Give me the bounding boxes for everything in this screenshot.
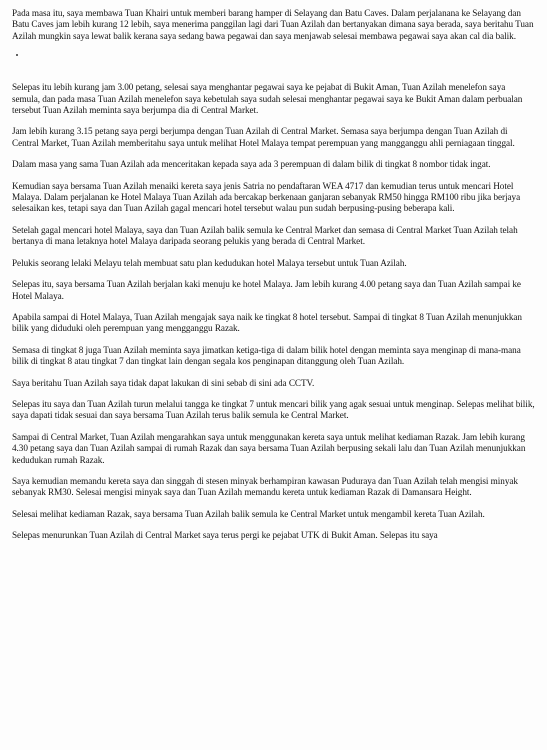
paragraph-2: Selepas itu lebih kurang jam 3.00 petang, selesai saya menghantar pegawai saya ke pejabat di Bukit Aman, Tuan Azilah menelefon saya semula, dan pada masa Tuan Azilah menelefon saya kebetulah saya sudah selesai menghantar pegawai saya ke Bukit Aman dalam perbualan tersebut Tuan Azilah meminta saya berjumpa dia di Central Market. [12, 82, 523, 116]
paragraph-5: Kemudian saya bersama Tuan Azilah menaiki kereta saya jenis Satria no pendaftaran WEA 4717 dan kemudian terus untuk mencari Hotel Malaya. Dalam perjalanan ke Hotel Malaya Tuan Azilah ada bercakap berkenaan ganjaran sebanyak RM50 hingga RM100 ribu jika berjaya selesaikan kes, tetapi saya dan Tuan Azilah gagal mencari hotel tersebut walau pun sudah berpusing-pusing beberapa kali. [12, 180, 521, 214]
paragraph-14: Saya kemudian memandu kereta saya dan singgah di stesen minyak berhampiran kawasan Puduraya dan Tuan Azilah telah mengisi minyak sebanyak RM30. Selesai mengisi minyak saya dan Tuan Azilah memandu kereta untuk kediaman Razak di Damansara Height. [12, 475, 518, 498]
paragraph-13: Sampai di Central Market, Tuan Azilah mengarahkan saya untuk menggunakan kereta saya untuk melihat kediaman Razak. Jam lebih kurang 4.30 petang saya dan Tuan Azilah sampai di rumah Razak dan saya bersama Tuan Azilah berpusing sekali lalu dan Tuan Azilah menunjukkan kedudukan rumah Razak. [12, 431, 526, 465]
paragraph-4: Dalam masa yang sama Tuan Azilah ada menceritakan kepada saya ada 3 perempuan di dalam bilik di tingkat 8 nombor tidak ingat. [12, 159, 491, 170]
paragraph-3: Jam lebih kurang 3.15 petang saya pergi berjumpa dengan Tuan Azilah di Central Market. Semasa saya berjumpa dengan Tuan Azilah di Central Market, Tuan Azilah memberitahu saya untuk melihat Hotel Malaya tempat perempuan yang mangganggu ahli perniagaan tinggal. [12, 126, 515, 148]
paragraph-10: Semasa di tingkat 8 juga Tuan Azilah meminta saya jimatkan ketiga-tiga di dalam bilik hotel dengan meminta saya menginap di mana-mana bilik di tingkat 8 atau tingkat 7 dan tingkat lain dengan segala kos penginapan ditanggung oleh Tuan Azilah. [12, 344, 521, 367]
paragraph-12: Selepas itu saya dan Tuan Azilah turun melalui tangga ke tingkat 7 untuk mencari bilik yang agak sesuai untuk menginap. Selepas melihat bilik, saya dapati tidak sesuai dan saya bersama Tuan Azilah terus balik semula ke Central Market. [12, 398, 535, 421]
paragraph-6: Setelah gagal mencari hotel Malaya, saya dan Tuan Azilah balik semula ke Central Market dan semasa di Central Market Tuan Azilah telah bertanya di mana letaknya hotel Malaya daripada seorang pelukis yang berada di Central Market. [12, 224, 518, 247]
paragraph-8: Selepas itu, saya bersama Tuan Azilah berjalan kaki menuju ke hotel Malaya. Jam lebih kurang 4.00 petang saya dan Tuan Azilah sampai ke Hotel Malaya. [12, 279, 521, 301]
paragraph-11: Saya beritahu Tuan Azilah saya tidak dapat lakukan di sini sebab di sini ada CCTV. [12, 377, 315, 388]
stray-mark [16, 54, 18, 56]
blank-gap [12, 48, 535, 82]
paragraph-9: Apabila sampai di Hotel Malaya, Tuan Azilah mengajak saya naik ke tingkat 8 hotel tersebut. Sampai di tingkat 8 Tuan Azilah menunjukkan bilik yang diduduki oleh perempuan yang mengganggu Razak. [12, 311, 522, 334]
paragraph-7: Pelukis seorang lelaki Melayu telah membuat satu plan kedudukan hotel Malaya tersebut untuk Tuan Azilah. [12, 257, 407, 268]
paragraph-1: Pada masa itu, saya membawa Tuan Khairi untuk memberi barang hamper di Selayang dan Batu Caves. Dalam perjalanana ke Selayang dan Batu Caves jam lebih kurang 12 lebih, saya menerima panggilan lagi dari Tuan Azilah dan bertanyakan dimana saya berada, saya beritahu Tuan Azilah mungkin saya lewat balik kerana saya sedang bawa pegawai dan saya menjawab selesai membawa pegawai saya akan cal dia balik. [12, 8, 534, 41]
paragraph-15: Selesai melihat kediaman Razak, saya bersama Tuan Azilah balik semula ke Central Market untuk mengambil kereta Tuan Azilah. [12, 508, 485, 519]
statement-document [12, 8, 535, 542]
paragraph-16: Selepas menurunkan Tuan Azilah di Central Market saya terus pergi ke pejabat UTK di Bukit Aman. Selepas itu saya [12, 530, 438, 541]
